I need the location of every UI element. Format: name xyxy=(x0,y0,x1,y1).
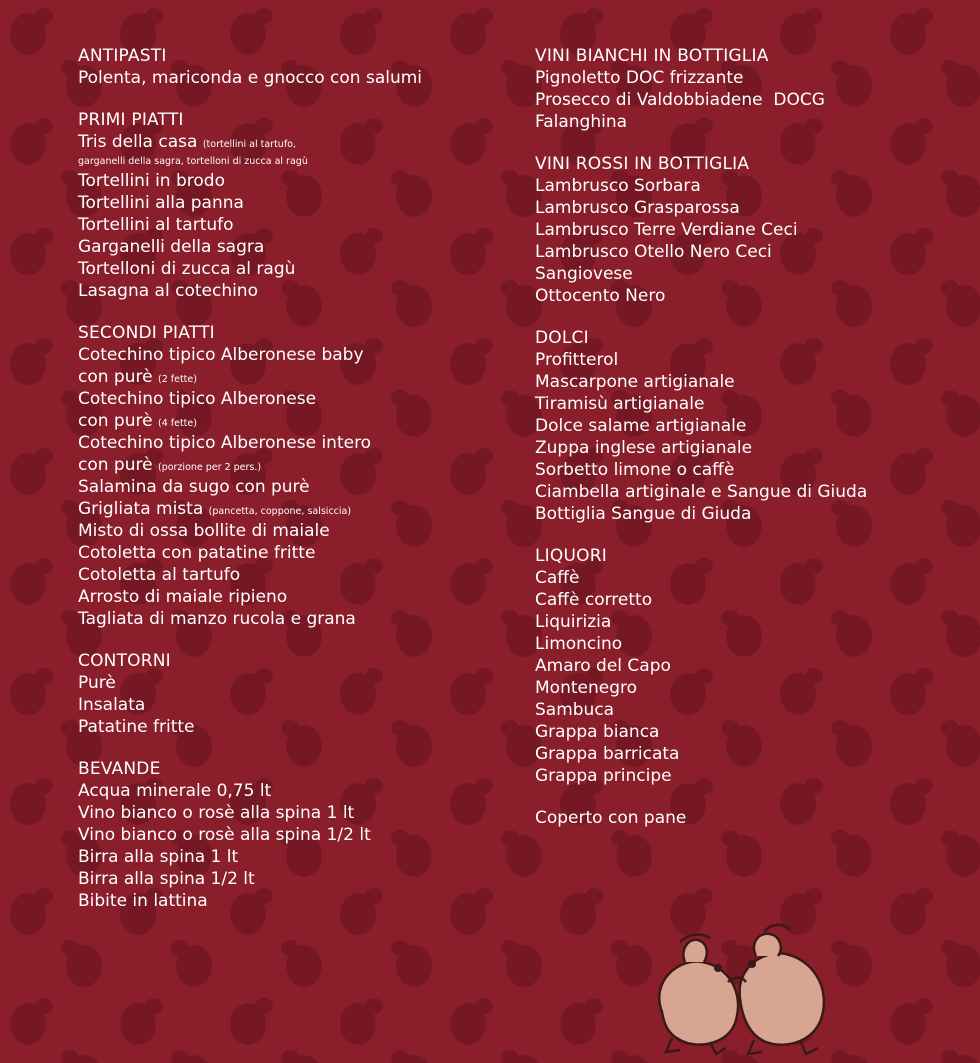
menu-item: Tortellini alla panna xyxy=(78,193,244,213)
menu-item: Salamina da sugo con purè xyxy=(78,477,310,497)
menu-item: Caffè corretto xyxy=(535,590,653,610)
heading-bevande: BEVANDE xyxy=(78,759,161,779)
heading-antipasti: ANTIPASTI xyxy=(78,46,167,66)
heading-liquori: LIQUORI xyxy=(535,546,607,566)
cotechino-mascots-illustration xyxy=(640,920,840,1060)
section-antipasti xyxy=(78,45,498,89)
menu-item: Lambrusco Otello Nero Ceci xyxy=(535,242,772,262)
menu-item: Pignoletto DOC frizzante xyxy=(535,68,744,88)
tris-note-continued: garganelli della sagra, tortelloni di zucca al ragù xyxy=(78,156,308,167)
menu-item: Acqua minerale 0,75 lt xyxy=(78,781,272,801)
menu-item: Ciambella artiginale e Sangue di Giuda xyxy=(535,482,868,502)
menu-item: Tortellini al tartufo xyxy=(78,215,234,235)
heading-vini-bianchi: VINI BIANCHI IN BOTTIGLIA xyxy=(535,46,769,66)
section-primi xyxy=(78,109,498,302)
menu-item: Birra alla spina 1/2 lt xyxy=(78,869,255,889)
menu-item: Lambrusco Sorbara xyxy=(535,176,701,196)
menu-right-column xyxy=(535,45,965,849)
menu-item: Tortelloni di zucca al ragù xyxy=(78,259,296,279)
menu-item: Grigliata mista (pancetta, coppone, salsiccia) xyxy=(78,499,352,519)
menu-item: Vino bianco o rosè alla spina 1 lt xyxy=(78,803,355,823)
coperto-line: Coperto con pane xyxy=(535,808,687,828)
menu-item: Grappa bianca xyxy=(535,722,660,742)
menu-item: Lambrusco Terre Verdiane Ceci xyxy=(535,220,798,240)
menu-item: Caffè xyxy=(535,568,580,588)
menu-item: Dolce salame artigianale xyxy=(535,416,747,436)
menu-item: con purè (2 fette) xyxy=(78,367,197,387)
menu-item-tris xyxy=(78,131,498,153)
menu-item: Patatine fritte xyxy=(78,717,195,737)
section-secondi xyxy=(78,322,498,630)
menu-item: Misto di ossa bollite di maiale xyxy=(78,521,330,541)
menu-item: Cotoletta al tartufo xyxy=(78,565,241,585)
menu-item: Cotoletta con patatine fritte xyxy=(78,543,316,563)
menu-item: Grappa barricata xyxy=(535,744,680,764)
menu-item: con purè (porzione per 2 pers.) xyxy=(78,455,262,475)
menu-item: Arrosto di maiale ripieno xyxy=(78,587,288,607)
grill-note: (pancetta, coppone, salsiccia) xyxy=(208,506,352,517)
section-coperto xyxy=(535,807,965,829)
heading-contorni: CONTORNI xyxy=(78,651,171,671)
menu-item: Montenegro xyxy=(535,678,638,698)
menu-item: Zuppa inglese artigianale xyxy=(535,438,753,458)
menu-item: Lasagna al cotechino xyxy=(78,281,258,301)
menu-item: Amaro del Capo xyxy=(535,656,671,676)
menu-item: Profitterol xyxy=(535,350,619,370)
section-vini-bianchi xyxy=(535,45,965,133)
section-dolci xyxy=(535,327,965,525)
portion-note: (2 fette) xyxy=(157,374,197,385)
menu-item: Prosecco di Valdobbiadene DOCG xyxy=(535,90,825,110)
menu-item: Purè xyxy=(78,673,116,693)
menu-item: Tiramisù artigianale xyxy=(535,394,705,414)
menu-item: Cotechino tipico Alberonese intero xyxy=(78,433,372,453)
menu-item: Sorbetto limone o caffè xyxy=(535,460,735,480)
menu-item: Liquirizia xyxy=(535,612,612,632)
menu-item: Bottiglia Sangue di Giuda xyxy=(535,504,752,524)
portion-note: (porzione per 2 pers.) xyxy=(157,462,262,473)
tris-note: (tortellini al tartufo, xyxy=(202,139,297,150)
menu-item: Tortellini in brodo xyxy=(78,171,225,191)
menu-item: Polenta, mariconda e gnocco con salumi xyxy=(78,68,423,88)
menu-item: Insalata xyxy=(78,695,146,715)
menu-item: Falanghina xyxy=(535,112,628,132)
heading-primi: PRIMI PIATTI xyxy=(78,110,184,130)
section-liquori xyxy=(535,545,965,787)
menu-item: Birra alla spina 1 lt xyxy=(78,847,239,867)
menu-item: Limoncino xyxy=(535,634,623,654)
heading-dolci: DOLCI xyxy=(535,328,589,348)
menu-item: Cotechino tipico Alberonese baby xyxy=(78,345,364,365)
menu-item: Bibite in lattina xyxy=(78,891,208,911)
menu-item: Tagliata di manzo rucola e grana xyxy=(78,609,356,629)
menu-item: Ottocento Nero xyxy=(535,286,666,306)
portion-note: (4 fette) xyxy=(157,418,197,429)
menu-item: Garganelli della sagra xyxy=(78,237,265,257)
section-bevande xyxy=(78,758,498,912)
menu-item: Sambuca xyxy=(535,700,615,720)
menu-item: Grappa principe xyxy=(535,766,672,786)
heading-vini-rossi: VINI ROSSI IN BOTTIGLIA xyxy=(535,154,750,174)
menu-left-column xyxy=(78,45,498,932)
menu-item: Sangiovese xyxy=(535,264,633,284)
menu-item: Cotechino tipico Alberonese xyxy=(78,389,317,409)
menu-item: Vino bianco o rosè alla spina 1/2 lt xyxy=(78,825,371,845)
menu-item: Mascarpone artigianale xyxy=(535,372,735,392)
section-contorni xyxy=(78,650,498,738)
menu-item: Lambrusco Grasparossa xyxy=(535,198,740,218)
section-vini-rossi xyxy=(535,153,965,307)
heading-secondi: SECONDI PIATTI xyxy=(78,323,215,343)
menu-item: con purè (4 fette) xyxy=(78,411,197,431)
tris-name: Tris della casa xyxy=(78,132,198,152)
